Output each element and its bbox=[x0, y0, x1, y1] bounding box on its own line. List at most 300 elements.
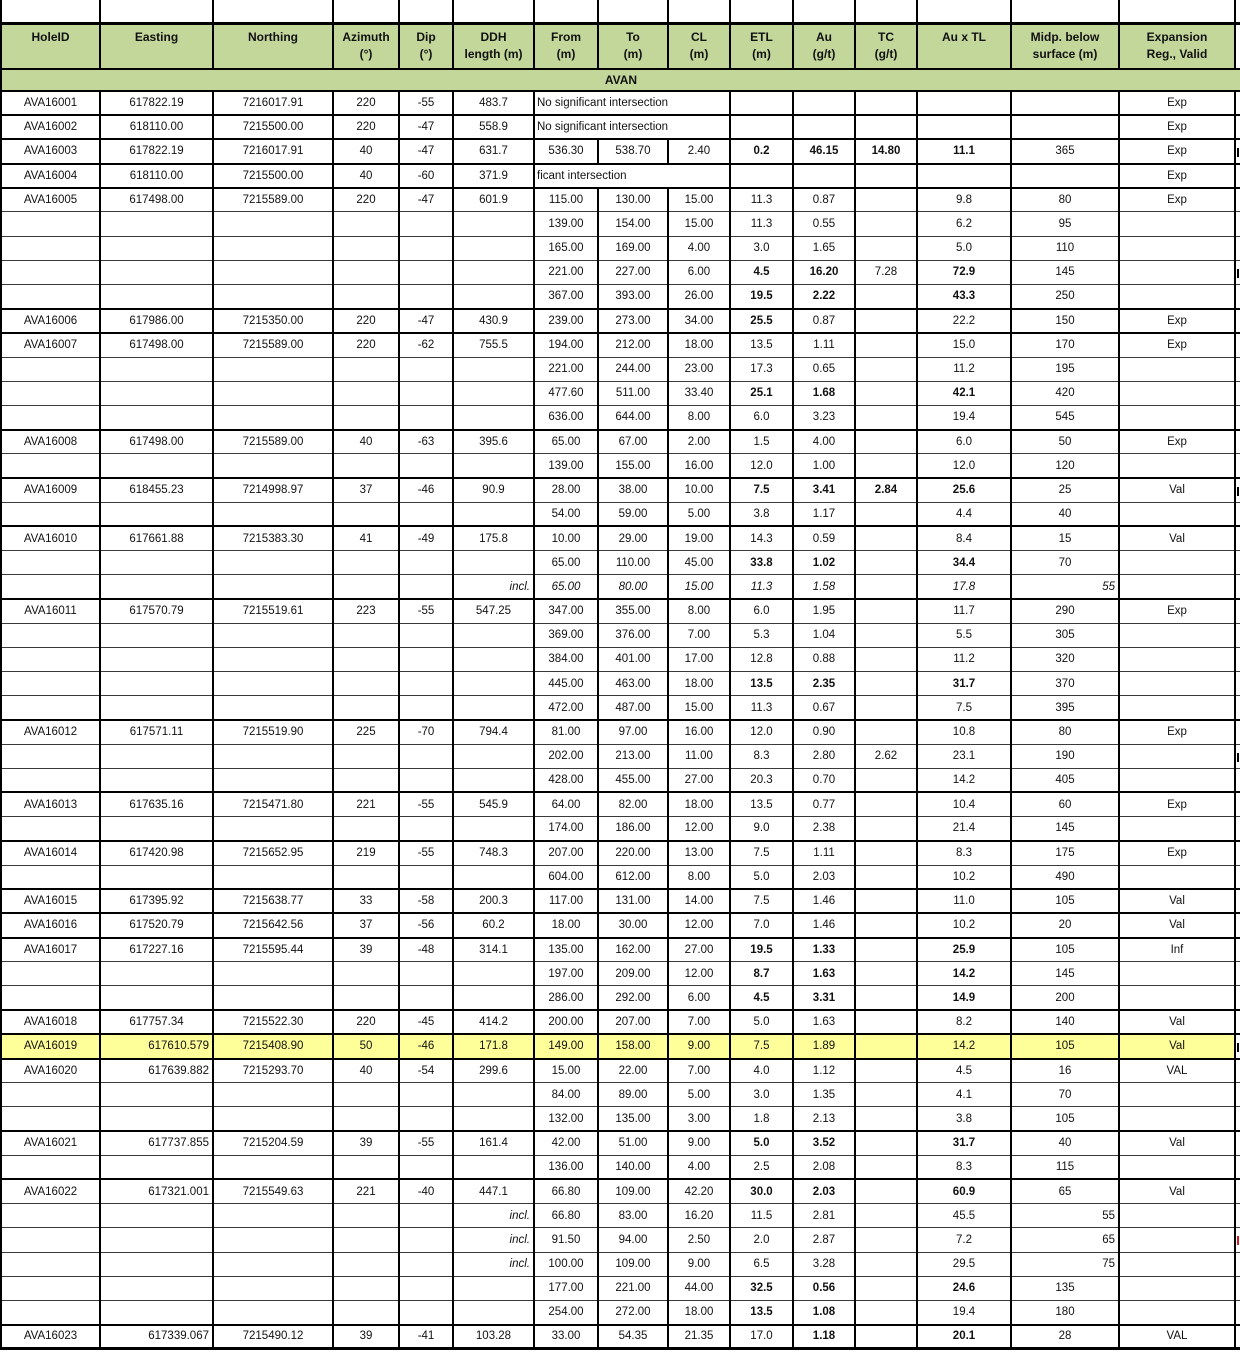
cell-etl bbox=[730, 91, 793, 115]
cell-au-x-tl: 34.4 bbox=[917, 551, 1011, 575]
cell-northing bbox=[213, 260, 333, 284]
cell-midp: 250 bbox=[1011, 285, 1119, 309]
cell-au-x-tl: 21.4 bbox=[917, 817, 1011, 841]
cell-expansion-valid bbox=[1119, 986, 1235, 1010]
cell-cl: 6.00 bbox=[668, 260, 730, 284]
data-subrow bbox=[1, 1300, 1240, 1324]
cell-easting: 617395.92 bbox=[100, 889, 213, 913]
cell-right-edge-sliver bbox=[1235, 430, 1240, 454]
cell-azimuth: 219 bbox=[333, 841, 399, 865]
cell-expansion-valid bbox=[1119, 768, 1235, 792]
cell-expansion-valid: Exp bbox=[1119, 188, 1235, 212]
cell-etl: 13.5 bbox=[730, 333, 793, 357]
cell-holeid bbox=[1, 696, 100, 720]
section-header-row bbox=[1, 69, 1240, 91]
cell-from: 174.00 bbox=[534, 817, 598, 841]
cell-au: 3.31 bbox=[793, 986, 855, 1010]
cell-northing bbox=[213, 623, 333, 647]
cell-azimuth bbox=[333, 1276, 399, 1300]
cell-from: 604.00 bbox=[534, 865, 598, 889]
clipped-text-fragment bbox=[1237, 1236, 1239, 1245]
cell-au: 1.18 bbox=[793, 1325, 855, 1349]
cell-northing bbox=[213, 647, 333, 671]
cell-expansion-valid: Val bbox=[1119, 1179, 1235, 1203]
cell-midp: 120 bbox=[1011, 454, 1119, 478]
cell-midp: 50 bbox=[1011, 430, 1119, 454]
header-line2: (m) bbox=[623, 46, 643, 61]
cell-tc bbox=[855, 913, 917, 937]
cell-northing bbox=[213, 212, 333, 236]
cell-northing bbox=[213, 357, 333, 381]
cell-dip bbox=[399, 236, 453, 260]
cell-midp: 395 bbox=[1011, 696, 1119, 720]
data-row-AVA16021 bbox=[1, 1131, 1240, 1155]
cell-azimuth bbox=[333, 865, 399, 889]
cell-etl: 19.5 bbox=[730, 938, 793, 962]
cell-etl: 12.0 bbox=[730, 454, 793, 478]
cell-cl: 2.40 bbox=[668, 139, 730, 163]
cell-tc bbox=[855, 1325, 917, 1349]
cell-easting: 618455.23 bbox=[100, 478, 213, 502]
column-header-cl bbox=[668, 23, 730, 69]
cell-dip bbox=[399, 1083, 453, 1107]
section-header-avan: AVAN bbox=[1, 69, 1240, 91]
cell-expansion-valid: VAL bbox=[1119, 1059, 1235, 1083]
cell-expansion-valid bbox=[1119, 381, 1235, 405]
cell-easting bbox=[100, 357, 213, 381]
cell-holeid bbox=[1, 817, 100, 841]
data-row-AVA16015 bbox=[1, 889, 1240, 913]
cell-northing: 7215350.00 bbox=[213, 309, 333, 333]
cell-cl: 17.00 bbox=[668, 647, 730, 671]
cell-right-edge-sliver bbox=[1235, 454, 1240, 478]
cell-dip: -70 bbox=[399, 720, 453, 744]
header-line1: ETL bbox=[750, 29, 773, 44]
cell-etl: 20.3 bbox=[730, 768, 793, 792]
cell-dip bbox=[399, 575, 453, 599]
cell-cl: 7.00 bbox=[668, 1010, 730, 1034]
cell-northing: 7215519.61 bbox=[213, 599, 333, 623]
cell-from: 132.00 bbox=[534, 1107, 598, 1131]
cell-etl: 5.0 bbox=[730, 1131, 793, 1155]
cell-right-edge-sliver bbox=[1235, 188, 1240, 212]
cell-au: 0.88 bbox=[793, 647, 855, 671]
cell-cl: 33.40 bbox=[668, 381, 730, 405]
cell-from: 117.00 bbox=[534, 889, 598, 913]
cell-easting: 617737.855 bbox=[100, 1131, 213, 1155]
cell-etl: 17.3 bbox=[730, 357, 793, 381]
cell-right-edge-sliver bbox=[1235, 575, 1240, 599]
cell-right-edge-sliver bbox=[1235, 1010, 1240, 1034]
cell-northing bbox=[213, 236, 333, 260]
cell-dip: -47 bbox=[399, 115, 453, 139]
cell-right-edge-sliver bbox=[1235, 1228, 1240, 1252]
cell-ddh-length: 200.3 bbox=[453, 889, 534, 913]
cell-au: 2.08 bbox=[793, 1155, 855, 1179]
cell-to: 272.00 bbox=[598, 1300, 668, 1324]
empty-cell-etl bbox=[730, 0, 793, 23]
cell-cl: 12.00 bbox=[668, 913, 730, 937]
data-row-AVA16003 bbox=[1, 139, 1240, 163]
cell-right-edge-sliver bbox=[1235, 1059, 1240, 1083]
cell-to: 612.00 bbox=[598, 865, 668, 889]
cell-from: 428.00 bbox=[534, 768, 598, 792]
cell-holeid bbox=[1, 1228, 100, 1252]
cell-expansion-valid bbox=[1119, 260, 1235, 284]
cell-expansion-valid bbox=[1119, 1276, 1235, 1300]
cell-northing bbox=[213, 986, 333, 1010]
empty-cell-sliver bbox=[1235, 0, 1240, 23]
cell-right-edge-sliver bbox=[1235, 164, 1240, 188]
cell-tc bbox=[855, 1228, 917, 1252]
column-header-to bbox=[598, 23, 668, 69]
cell-au: 1.11 bbox=[793, 841, 855, 865]
cell-azimuth bbox=[333, 212, 399, 236]
cell-from: 15.00 bbox=[534, 1059, 598, 1083]
cell-from: 136.00 bbox=[534, 1155, 598, 1179]
cell-azimuth bbox=[333, 647, 399, 671]
cell-cl: 8.00 bbox=[668, 599, 730, 623]
cell-northing bbox=[213, 1204, 333, 1228]
cell-easting: 617339.067 bbox=[100, 1325, 213, 1349]
cell-azimuth bbox=[333, 236, 399, 260]
cell-au: 1.95 bbox=[793, 599, 855, 623]
cell-au-x-tl: 5.0 bbox=[917, 236, 1011, 260]
cell-azimuth: 37 bbox=[333, 913, 399, 937]
cell-right-edge-sliver bbox=[1235, 478, 1240, 502]
cell-azimuth bbox=[333, 454, 399, 478]
cell-expansion-valid bbox=[1119, 817, 1235, 841]
header-line1: TC bbox=[878, 29, 894, 44]
data-subrow bbox=[1, 1155, 1240, 1179]
cell-midp: 16 bbox=[1011, 1059, 1119, 1083]
cell-easting bbox=[100, 381, 213, 405]
cell-midp: 145 bbox=[1011, 962, 1119, 986]
cell-expansion-valid bbox=[1119, 454, 1235, 478]
cell-dip bbox=[399, 744, 453, 768]
clipped-text-fragment bbox=[1237, 148, 1239, 157]
cell-midp: 70 bbox=[1011, 551, 1119, 575]
cell-from: 139.00 bbox=[534, 454, 598, 478]
top-empty-row bbox=[1, 0, 1240, 23]
cell-holeid bbox=[1, 865, 100, 889]
cell-dip: -45 bbox=[399, 1010, 453, 1034]
cell-expansion-valid: Inf bbox=[1119, 938, 1235, 962]
cell-midp: 15 bbox=[1011, 526, 1119, 550]
cell-midp: 150 bbox=[1011, 309, 1119, 333]
cell-right-edge-sliver bbox=[1235, 502, 1240, 526]
cell-ddh-length bbox=[453, 696, 534, 720]
cell-au-x-tl: 10.2 bbox=[917, 865, 1011, 889]
cell-to: 97.00 bbox=[598, 720, 668, 744]
data-row-AVA16012 bbox=[1, 720, 1240, 744]
cell-cl: 6.00 bbox=[668, 986, 730, 1010]
cell-midp: 320 bbox=[1011, 647, 1119, 671]
cell-to: 135.00 bbox=[598, 1107, 668, 1131]
cell-expansion-valid bbox=[1119, 1155, 1235, 1179]
cell-holeid bbox=[1, 623, 100, 647]
cell-right-edge-sliver bbox=[1235, 381, 1240, 405]
cell-ddh-length bbox=[453, 1155, 534, 1179]
header-line1: Au x TL bbox=[942, 29, 986, 44]
cell-au-x-tl bbox=[917, 115, 1011, 139]
cell-holeid bbox=[1, 551, 100, 575]
cell-holeid bbox=[1, 502, 100, 526]
cell-etl: 13.5 bbox=[730, 792, 793, 816]
cell-au: 1.17 bbox=[793, 502, 855, 526]
cell-midp: 105 bbox=[1011, 889, 1119, 913]
cell-to: 110.00 bbox=[598, 551, 668, 575]
cell-to: 213.00 bbox=[598, 744, 668, 768]
cell-midp: 115 bbox=[1011, 1155, 1119, 1179]
cell-au-x-tl: 6.2 bbox=[917, 212, 1011, 236]
cell-ddh-length: 447.1 bbox=[453, 1179, 534, 1203]
data-subrow bbox=[1, 381, 1240, 405]
cell-au-x-tl: 25.9 bbox=[917, 938, 1011, 962]
cell-expansion-valid: Exp bbox=[1119, 333, 1235, 357]
cell-to: 212.00 bbox=[598, 333, 668, 357]
cell-to: 538.70 bbox=[598, 139, 668, 163]
cell-midp: 105 bbox=[1011, 938, 1119, 962]
cell-midp: 545 bbox=[1011, 405, 1119, 429]
cell-ddh-length bbox=[453, 817, 534, 841]
cell-etl: 30.0 bbox=[730, 1179, 793, 1203]
cell-cl: 12.00 bbox=[668, 817, 730, 841]
cell-ddh-length: 558.9 bbox=[453, 115, 534, 139]
cell-dip bbox=[399, 212, 453, 236]
cell-from: 221.00 bbox=[534, 260, 598, 284]
cell-midp: 55 bbox=[1011, 575, 1119, 599]
cell-au: 0.87 bbox=[793, 309, 855, 333]
cell-etl: 7.5 bbox=[730, 841, 793, 865]
cell-easting bbox=[100, 575, 213, 599]
header-line1: Azimuth bbox=[342, 29, 390, 44]
cell-expansion-valid: Exp bbox=[1119, 792, 1235, 816]
cell-expansion-valid: Exp bbox=[1119, 115, 1235, 139]
cell-au-x-tl: 19.4 bbox=[917, 405, 1011, 429]
cell-dip bbox=[399, 1276, 453, 1300]
cell-au-x-tl: 15.0 bbox=[917, 333, 1011, 357]
cell-au: 1.89 bbox=[793, 1034, 855, 1058]
cell-easting: 617986.00 bbox=[100, 309, 213, 333]
cell-expansion-valid bbox=[1119, 551, 1235, 575]
cell-northing: 7215638.77 bbox=[213, 889, 333, 913]
cell-no-significant-intersection: No significant intersection bbox=[534, 91, 730, 115]
cell-holeid: AVA16012 bbox=[1, 720, 100, 744]
cell-from: 139.00 bbox=[534, 212, 598, 236]
cell-etl: 11.5 bbox=[730, 1204, 793, 1228]
cell-ddh-length: 103.28 bbox=[453, 1325, 534, 1349]
cell-etl: 6.5 bbox=[730, 1252, 793, 1276]
cell-from: 149.00 bbox=[534, 1034, 598, 1058]
cell-etl: 3.0 bbox=[730, 1083, 793, 1107]
clipped-text-fragment bbox=[1237, 269, 1239, 278]
cell-midp: 170 bbox=[1011, 333, 1119, 357]
cell-to: 169.00 bbox=[598, 236, 668, 260]
cell-dip: -46 bbox=[399, 478, 453, 502]
clipped-text-fragment bbox=[1237, 753, 1239, 762]
cell-midp: 70 bbox=[1011, 1083, 1119, 1107]
cell-right-edge-sliver bbox=[1235, 1155, 1240, 1179]
cell-from: 65.00 bbox=[534, 430, 598, 454]
cell-northing bbox=[213, 817, 333, 841]
cell-easting bbox=[100, 744, 213, 768]
cell-from: 65.00 bbox=[534, 575, 598, 599]
header-line2: (°) bbox=[419, 46, 433, 61]
cell-au-x-tl bbox=[917, 91, 1011, 115]
cell-au-x-tl: 6.0 bbox=[917, 430, 1011, 454]
column-header-easting bbox=[100, 23, 213, 69]
cell-from: 202.00 bbox=[534, 744, 598, 768]
data-row-AVA16001 bbox=[1, 91, 1240, 115]
cell-ddh-length bbox=[453, 962, 534, 986]
cell-holeid bbox=[1, 1300, 100, 1324]
cell-from: 367.00 bbox=[534, 285, 598, 309]
cell-au: 0.67 bbox=[793, 696, 855, 720]
cell-ddh-length: 371.9 bbox=[453, 164, 534, 188]
cell-ddh-length: 161.4 bbox=[453, 1131, 534, 1155]
cell-northing: 7215642.56 bbox=[213, 913, 333, 937]
cell-dip: -63 bbox=[399, 430, 453, 454]
cell-northing bbox=[213, 454, 333, 478]
cell-easting bbox=[100, 502, 213, 526]
cell-tc bbox=[855, 865, 917, 889]
cell-tc bbox=[855, 1155, 917, 1179]
cell-incl-label: incl. bbox=[453, 1228, 534, 1252]
cell-holeid: AVA16004 bbox=[1, 164, 100, 188]
cell-au: 2.03 bbox=[793, 1179, 855, 1203]
cell-tc bbox=[855, 164, 917, 188]
cell-right-edge-sliver bbox=[1235, 1131, 1240, 1155]
data-subrow bbox=[1, 672, 1240, 696]
cell-northing bbox=[213, 381, 333, 405]
data-subrow bbox=[1, 696, 1240, 720]
cell-expansion-valid: Val bbox=[1119, 526, 1235, 550]
cell-azimuth bbox=[333, 672, 399, 696]
cell-right-edge-sliver bbox=[1235, 744, 1240, 768]
data-row-AVA16009 bbox=[1, 478, 1240, 502]
column-header-row bbox=[1, 23, 1240, 69]
cell-au-x-tl: 11.7 bbox=[917, 599, 1011, 623]
cell-tc bbox=[855, 672, 917, 696]
cell-etl: 1.8 bbox=[730, 1107, 793, 1131]
data-row-AVA16002 bbox=[1, 115, 1240, 139]
data-subrow bbox=[1, 260, 1240, 284]
cell-right-edge-sliver bbox=[1235, 357, 1240, 381]
cell-from: 33.00 bbox=[534, 1325, 598, 1349]
cell-cl: 10.00 bbox=[668, 478, 730, 502]
cell-etl: 0.2 bbox=[730, 139, 793, 163]
cell-right-edge-sliver bbox=[1235, 672, 1240, 696]
cell-au: 1.33 bbox=[793, 938, 855, 962]
cell-holeid: AVA16007 bbox=[1, 333, 100, 357]
cell-from: 81.00 bbox=[534, 720, 598, 744]
cell-to: 393.00 bbox=[598, 285, 668, 309]
cell-midp: 75 bbox=[1011, 1252, 1119, 1276]
cell-northing: 7215383.30 bbox=[213, 526, 333, 550]
cell-ddh-length bbox=[453, 768, 534, 792]
cell-cl: 26.00 bbox=[668, 285, 730, 309]
cell-au-x-tl: 43.3 bbox=[917, 285, 1011, 309]
cell-au-x-tl: 8.2 bbox=[917, 1010, 1011, 1034]
cell-holeid: AVA16003 bbox=[1, 139, 100, 163]
cell-dip: -55 bbox=[399, 841, 453, 865]
cell-dip bbox=[399, 962, 453, 986]
cell-northing: 7215204.59 bbox=[213, 1131, 333, 1155]
cell-cl: 15.00 bbox=[668, 212, 730, 236]
cell-ddh-length bbox=[453, 551, 534, 575]
cell-midp: 65 bbox=[1011, 1228, 1119, 1252]
cell-to: 59.00 bbox=[598, 502, 668, 526]
cell-expansion-valid: VAL bbox=[1119, 1325, 1235, 1349]
cell-to: 67.00 bbox=[598, 430, 668, 454]
cell-cl: 19.00 bbox=[668, 526, 730, 550]
cell-expansion-valid bbox=[1119, 696, 1235, 720]
cell-au: 0.55 bbox=[793, 212, 855, 236]
data-row-AVA16018 bbox=[1, 1010, 1240, 1034]
cell-au: 1.46 bbox=[793, 889, 855, 913]
cell-expansion-valid: Val bbox=[1119, 1034, 1235, 1058]
cell-azimuth: 33 bbox=[333, 889, 399, 913]
header-line2: (°) bbox=[359, 46, 373, 61]
data-subrow bbox=[1, 1204, 1240, 1228]
cell-midp: 140 bbox=[1011, 1010, 1119, 1034]
cell-au: 16.20 bbox=[793, 260, 855, 284]
cell-from: 472.00 bbox=[534, 696, 598, 720]
cell-ddh-length bbox=[453, 381, 534, 405]
cell-to: 109.00 bbox=[598, 1179, 668, 1203]
cell-from: 42.00 bbox=[534, 1131, 598, 1155]
cell-right-edge-sliver bbox=[1235, 1204, 1240, 1228]
cell-easting: 617321.001 bbox=[100, 1179, 213, 1203]
cell-right-edge-sliver bbox=[1235, 817, 1240, 841]
cell-to: 109.00 bbox=[598, 1252, 668, 1276]
cell-expansion-valid bbox=[1119, 865, 1235, 889]
cell-northing: 7216017.91 bbox=[213, 91, 333, 115]
cell-tc: 2.84 bbox=[855, 478, 917, 502]
cell-from: 254.00 bbox=[534, 1300, 598, 1324]
cell-from: 28.00 bbox=[534, 478, 598, 502]
cell-au: 3.28 bbox=[793, 1252, 855, 1276]
cell-to: 29.00 bbox=[598, 526, 668, 550]
cell-easting bbox=[100, 1228, 213, 1252]
cell-midp: 305 bbox=[1011, 623, 1119, 647]
column-header-northing bbox=[213, 23, 333, 69]
cell-expansion-valid bbox=[1119, 1300, 1235, 1324]
cell-azimuth: 40 bbox=[333, 430, 399, 454]
cell-expansion-valid: Exp bbox=[1119, 164, 1235, 188]
cell-expansion-valid: Val bbox=[1119, 889, 1235, 913]
cell-au: 1.04 bbox=[793, 623, 855, 647]
cell-to: 221.00 bbox=[598, 1276, 668, 1300]
cell-expansion-valid bbox=[1119, 1228, 1235, 1252]
column-header-au bbox=[793, 23, 855, 69]
cell-au: 2.80 bbox=[793, 744, 855, 768]
cell-midp: 105 bbox=[1011, 1034, 1119, 1058]
cell-etl: 4.5 bbox=[730, 260, 793, 284]
cell-northing: 7215589.00 bbox=[213, 333, 333, 357]
cell-incl-label: incl. bbox=[453, 1204, 534, 1228]
column-header-from bbox=[534, 23, 598, 69]
cell-midp: 20 bbox=[1011, 913, 1119, 937]
cell-right-edge-sliver bbox=[1235, 285, 1240, 309]
clipped-text-fragment bbox=[1237, 1043, 1239, 1052]
cell-au: 1.02 bbox=[793, 551, 855, 575]
cell-etl bbox=[730, 164, 793, 188]
cell-tc bbox=[855, 1276, 917, 1300]
empty-cell-hole bbox=[1, 0, 100, 23]
cell-northing bbox=[213, 768, 333, 792]
